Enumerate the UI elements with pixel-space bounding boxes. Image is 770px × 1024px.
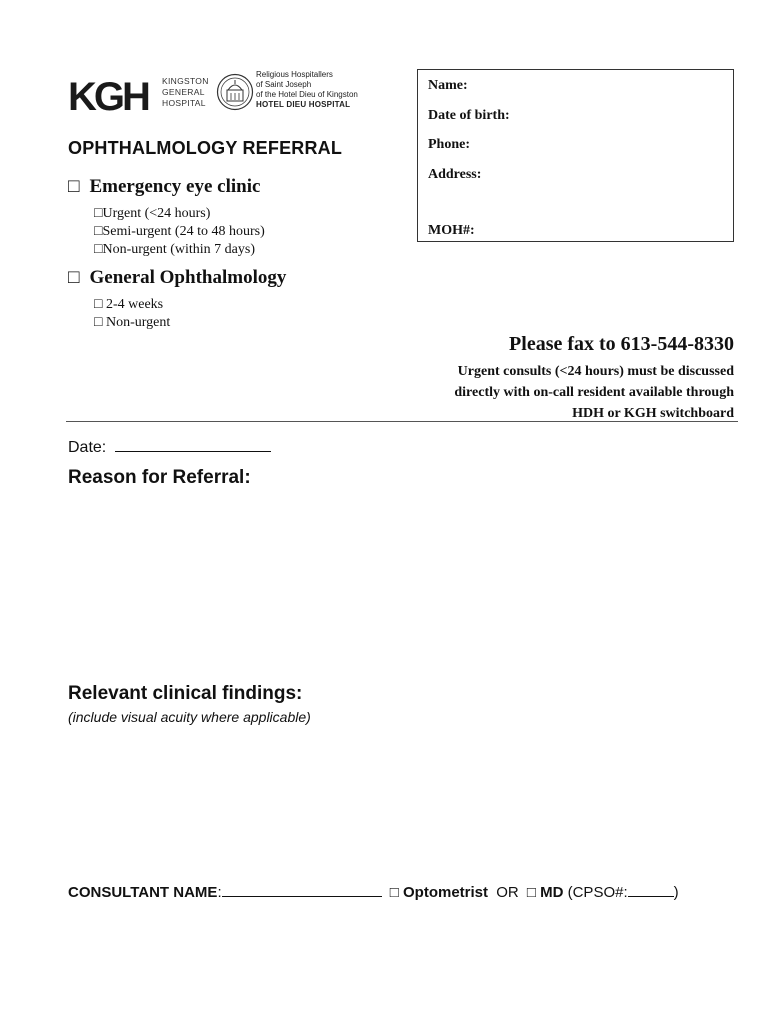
general-ophthalmology-checkbox[interactable]: □: [68, 267, 80, 288]
hotel-dieu-seal-icon: [216, 73, 254, 111]
option-general-non-urgent[interactable]: □ Non-urgent: [94, 315, 171, 330]
visual-acuity-note: (include visual acuity where applicable): [68, 709, 311, 725]
cpso-number-line[interactable]: [628, 882, 674, 897]
moh-number-field[interactable]: MOH#:: [428, 223, 475, 238]
patient-name-field[interactable]: Name:: [428, 78, 468, 93]
emergency-eye-clinic-section: [68, 176, 260, 198]
option-2-4-weeks[interactable]: □ 2-4 weeks: [94, 297, 164, 312]
optometrist-checkbox[interactable]: □: [389, 884, 399, 901]
or-label: OR: [496, 884, 519, 901]
date-of-birth-field[interactable]: Date of birth:: [428, 108, 510, 123]
general-ophthalmology-heading: General Ophthalmology: [89, 267, 287, 288]
patient-info-box: [417, 69, 734, 242]
urgent-consult-note: Urgent consults (<24 hours) must be discussed directly with on-call resident available through HDH or KGH switchboard: [454, 364, 734, 421]
emergency-options: [94, 205, 265, 259]
emergency-eye-clinic-checkbox[interactable]: □: [68, 176, 80, 197]
consultant-name-line[interactable]: [222, 882, 382, 897]
consultant-row: CONSULTANT NAME: □ Optometrist OR □ MD (CPSO#: ): [68, 884, 679, 901]
address-field[interactable]: Address:: [428, 167, 482, 182]
option-non-urgent[interactable]: □Non-urgent (within 7 days): [94, 242, 256, 257]
md-label: MD: [540, 884, 564, 901]
date-row: [68, 437, 271, 457]
section-divider: [66, 421, 738, 422]
emergency-eye-clinic-heading: Emergency eye clinic: [89, 176, 261, 197]
fax-number-line: Please fax to 613-544-8330: [509, 333, 734, 355]
date-label: Date:: [68, 439, 107, 456]
general-options: [94, 296, 170, 332]
md-checkbox[interactable]: □: [526, 884, 536, 901]
phone-field[interactable]: Phone:: [428, 137, 470, 152]
option-semi-urgent[interactable]: □Semi-urgent (24 to 48 hours): [94, 224, 265, 239]
general-ophthalmology-section: [68, 267, 286, 289]
hospital-logos: [66, 70, 366, 120]
clinical-findings-area[interactable]: [68, 732, 734, 872]
kgh-logo-text: KINGSTON GENERAL HOSPITAL: [162, 76, 209, 108]
cpso-label: (CPSO#:: [567, 884, 628, 901]
reason-for-referral-heading: Reason for Referral:: [68, 467, 251, 488]
optometrist-label: Optometrist: [403, 884, 489, 901]
kgh-logo-mark: KGH: [68, 75, 148, 119]
consultant-name-label: CONSULTANT NAME: [68, 884, 218, 901]
clinical-findings-heading: Relevant clinical findings:: [68, 683, 303, 704]
hotel-dieu-logo-text: Religious Hospitallers of Saint Joseph of the Hotel Dieu of Kingston HOTEL DIEU HOSPITAL: [256, 70, 358, 109]
date-input-line[interactable]: [115, 437, 271, 452]
option-urgent[interactable]: □Urgent (<24 hours): [94, 206, 211, 221]
form-title: OPHTHALMOLOGY REFERRAL: [68, 138, 343, 158]
reason-for-referral-area[interactable]: [68, 500, 734, 670]
